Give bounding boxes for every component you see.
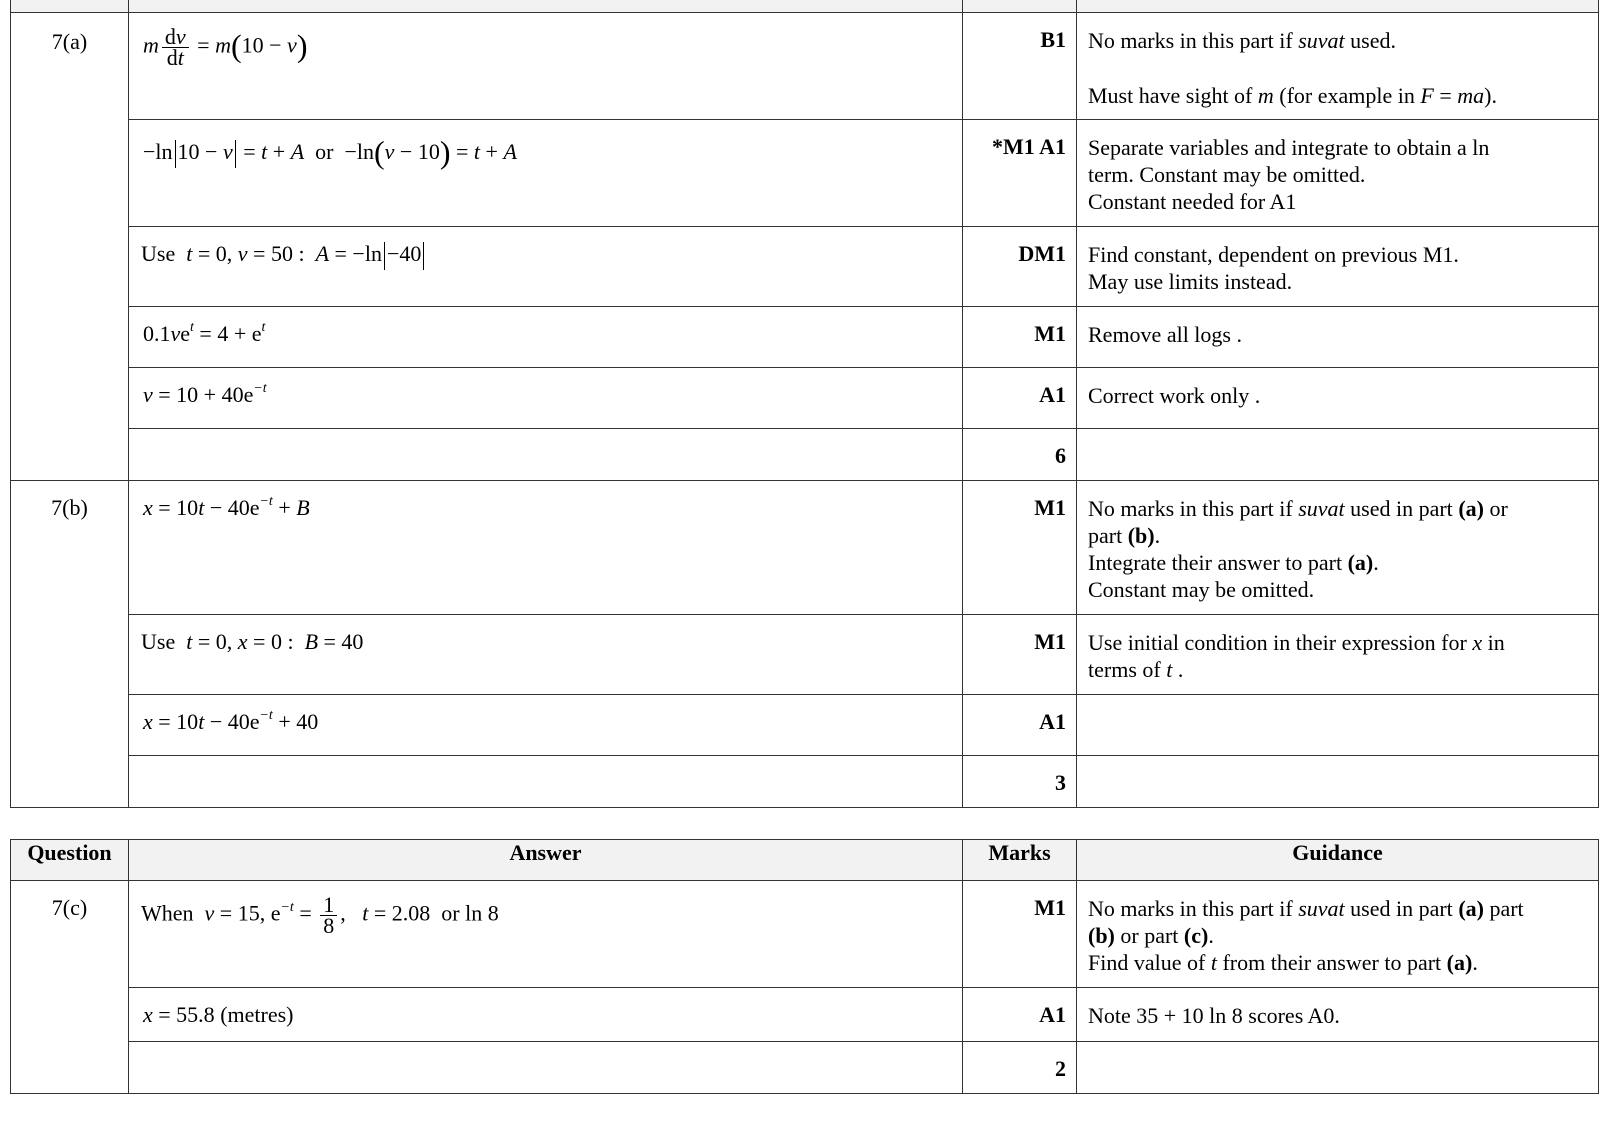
table-row-total <box>11 429 1599 481</box>
marks-total: 6 <box>963 429 1077 481</box>
table-row <box>11 227 1599 307</box>
table-row-total <box>11 756 1599 808</box>
guidance-cell: Use initial condition in their expression for x in terms of t . <box>1077 615 1599 695</box>
marks-cell: M1 <box>963 307 1077 368</box>
answer-cell: −ln 10 − v = t + A or −ln(v − 10) = t + A <box>129 120 963 227</box>
guidance-cell: Note 35 + 10 ln 8 scores A0. <box>1077 988 1599 1042</box>
answer-cell: $x = 10t - 40e^{-t} + 40$ <box>129 695 963 756</box>
answer-cell: x = 55.8 (metres) <box>129 988 963 1042</box>
answer-cell: $0.1ve^t = 4 + e^t$ <box>129 307 963 368</box>
answer-cell: Use t = 0, x = 0 : B = 40 <box>129 615 963 695</box>
marks-total: 3 <box>963 756 1077 808</box>
marks-cell: M1 <box>963 615 1077 695</box>
marks-cell: A1 <box>963 368 1077 429</box>
question-number: 7(b) <box>11 481 129 808</box>
header-answer: Answer <box>129 840 963 881</box>
table-row <box>11 120 1599 227</box>
answer-cell: m $\frac{dv}{dt}$ = m(10 − v) <box>129 13 963 120</box>
guidance-cell: Find constant, dependent on previous M1. May use limits instead. <box>1077 227 1599 307</box>
guidance-cell: Remove all logs . <box>1077 307 1599 368</box>
marks-cell: M1 <box>963 481 1077 615</box>
top-border-row <box>11 0 1599 13</box>
table-row-total <box>11 1042 1599 1094</box>
question-number: 7(c) <box>11 881 129 1094</box>
marks-cell: DM1 <box>963 227 1077 307</box>
table-row <box>11 307 1599 368</box>
table-row <box>11 615 1599 695</box>
marks-cell: A1 <box>963 988 1077 1042</box>
table-row <box>11 481 1599 615</box>
marks-cell: M1 <box>963 881 1077 988</box>
marks-total: 2 <box>963 1042 1077 1094</box>
table-row <box>11 695 1599 756</box>
marks-cell: *M1 A1 <box>963 120 1077 227</box>
header-question: Question <box>11 840 129 881</box>
header-row <box>11 840 1599 881</box>
markscheme-table-7ab <box>10 0 1599 808</box>
header-marks: Marks <box>963 840 1077 881</box>
answer-cell: $v = 10 + 40e^{-t}$ <box>129 368 963 429</box>
answer-cell: Use t = 0, v = 50 : A = −ln −40 <box>129 227 963 307</box>
guidance-cell: Correct work only . <box>1077 368 1599 429</box>
answer-cell: $x = 10t - 40e^{-t} + B$ <box>129 481 963 615</box>
table-row <box>11 13 1599 120</box>
guidance-cell: No marks in this part if suvat used in part (a) part (b) or part (c). Find value of t from their answer to part (a). <box>1077 881 1599 988</box>
guidance-cell: No marks in this part if suvat used. Must have sight of m (for example in F = ma). <box>1077 13 1599 120</box>
guidance-cell: No marks in this part if suvat used in part (a) or part (b). Integrate their answer to part (a). Constant may be omitted. <box>1077 481 1599 615</box>
question-number: 7(a) <box>11 13 129 481</box>
marks-cell: B1 <box>963 13 1077 120</box>
guidance-cell: Separate variables and integrate to obtain a ln term. Constant may be omitted. Constant needed for A1 <box>1077 120 1599 227</box>
markscheme-table-7c <box>10 839 1599 1094</box>
table-row <box>11 988 1599 1042</box>
header-guidance: Guidance <box>1077 840 1599 881</box>
table-row <box>11 368 1599 429</box>
table-row <box>11 881 1599 988</box>
marks-cell: A1 <box>963 695 1077 756</box>
answer-cell: When v = 15, $e^{-t}$ = $\frac{1}{8}$ , t = 2.08 or ln 8 <box>129 881 963 988</box>
